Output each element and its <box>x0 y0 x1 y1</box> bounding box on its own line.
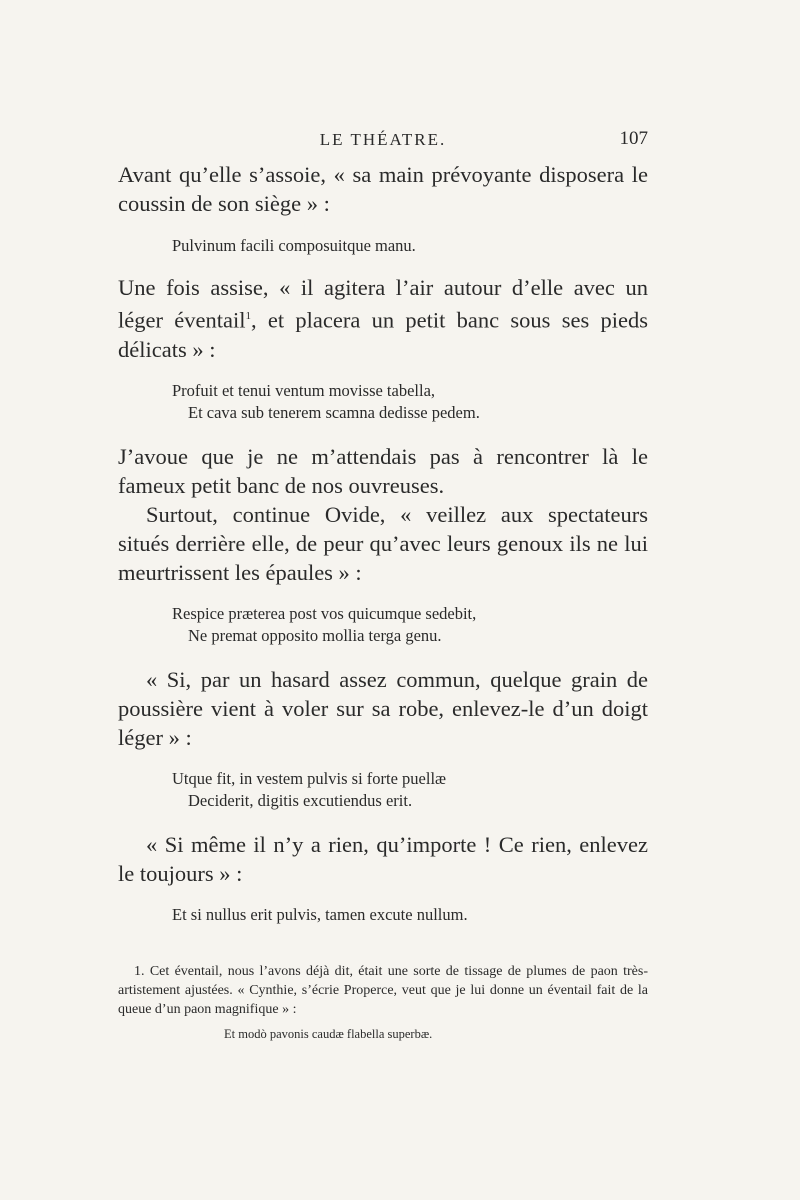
paragraph-1: Avant qu’elle s’assoie, « sa main prévoyante disposera le coussin de son siège » : <box>118 162 648 216</box>
quote-line: Respice præterea post vos quicumque sedebit, <box>172 603 477 623</box>
quote-line: Deciderit, digitis excutiendus erit. <box>188 790 413 810</box>
quote-line: Ne premat opposito mollia terga genu. <box>188 625 442 645</box>
footnote-quote: Et modò pavonis caudæ flabella superbæ. <box>224 1027 433 1041</box>
quote-line: Et si nullus erit pulvis, tamen excute nullum. <box>172 904 468 924</box>
latin-quote-2 <box>172 380 648 424</box>
paragraph-2-text-a: Une fois assise, « il agitera l’air autour d’elle avec un léger éventail <box>118 275 648 333</box>
paragraph-2-text-b: , et placera un petit banc sous ses pieds délicats » : <box>118 307 648 362</box>
quote-line: Utque fit, in vestem pulvis si forte puellæ <box>172 768 447 788</box>
footnotes <box>118 962 648 1043</box>
footnote-1: 1. Cet éventail, nous l’avons déjà dit, était une sorte de tissage de plumes de paon très-artistement ajustées. « Cynthie, s’écrie Properce, veut que je lui donne un éventail fait de la queue d’un paon magnifique » : <box>118 964 648 1017</box>
footnote-marker: 1 <box>245 310 251 322</box>
paragraph-2 <box>118 273 648 364</box>
paragraph-6: « Si même il n’y a rien, qu’importe ! Ce rien, enlevez le toujours » : <box>118 831 648 886</box>
paragraph-4: Surtout, continue Ovide, « veillez aux spectateurs situés derrière elle, de peur qu’avec leurs genoux ils ne lui meurtrissent les épaules » : <box>118 501 648 585</box>
quote-line: Profuit et tenui ventum movisse tabella, <box>172 380 436 400</box>
page-header <box>118 126 648 156</box>
latin-quote-5 <box>172 904 648 926</box>
paragraph-3: J’avoue que je ne m’attendais pas à rencontrer là le fameux petit banc de nos ouvreuses. <box>118 443 648 498</box>
page-number: 107 <box>619 128 648 149</box>
paragraph-5: « Si, par un hasard assez commun, quelque grain de poussière vient à voler sur sa robe, enlevez-le d’un doigt léger » : <box>118 666 648 750</box>
latin-quote-4 <box>172 768 648 812</box>
body-text <box>118 160 648 926</box>
running-title: LE THÉATRE. <box>319 130 447 149</box>
latin-quote-3 <box>172 603 648 647</box>
quote-line: Et cava sub tenerem scamna dedisse pedem. <box>188 402 480 422</box>
latin-quote-1 <box>172 235 648 257</box>
quote-line: Pulvinum facili composuitque manu. <box>172 236 416 255</box>
